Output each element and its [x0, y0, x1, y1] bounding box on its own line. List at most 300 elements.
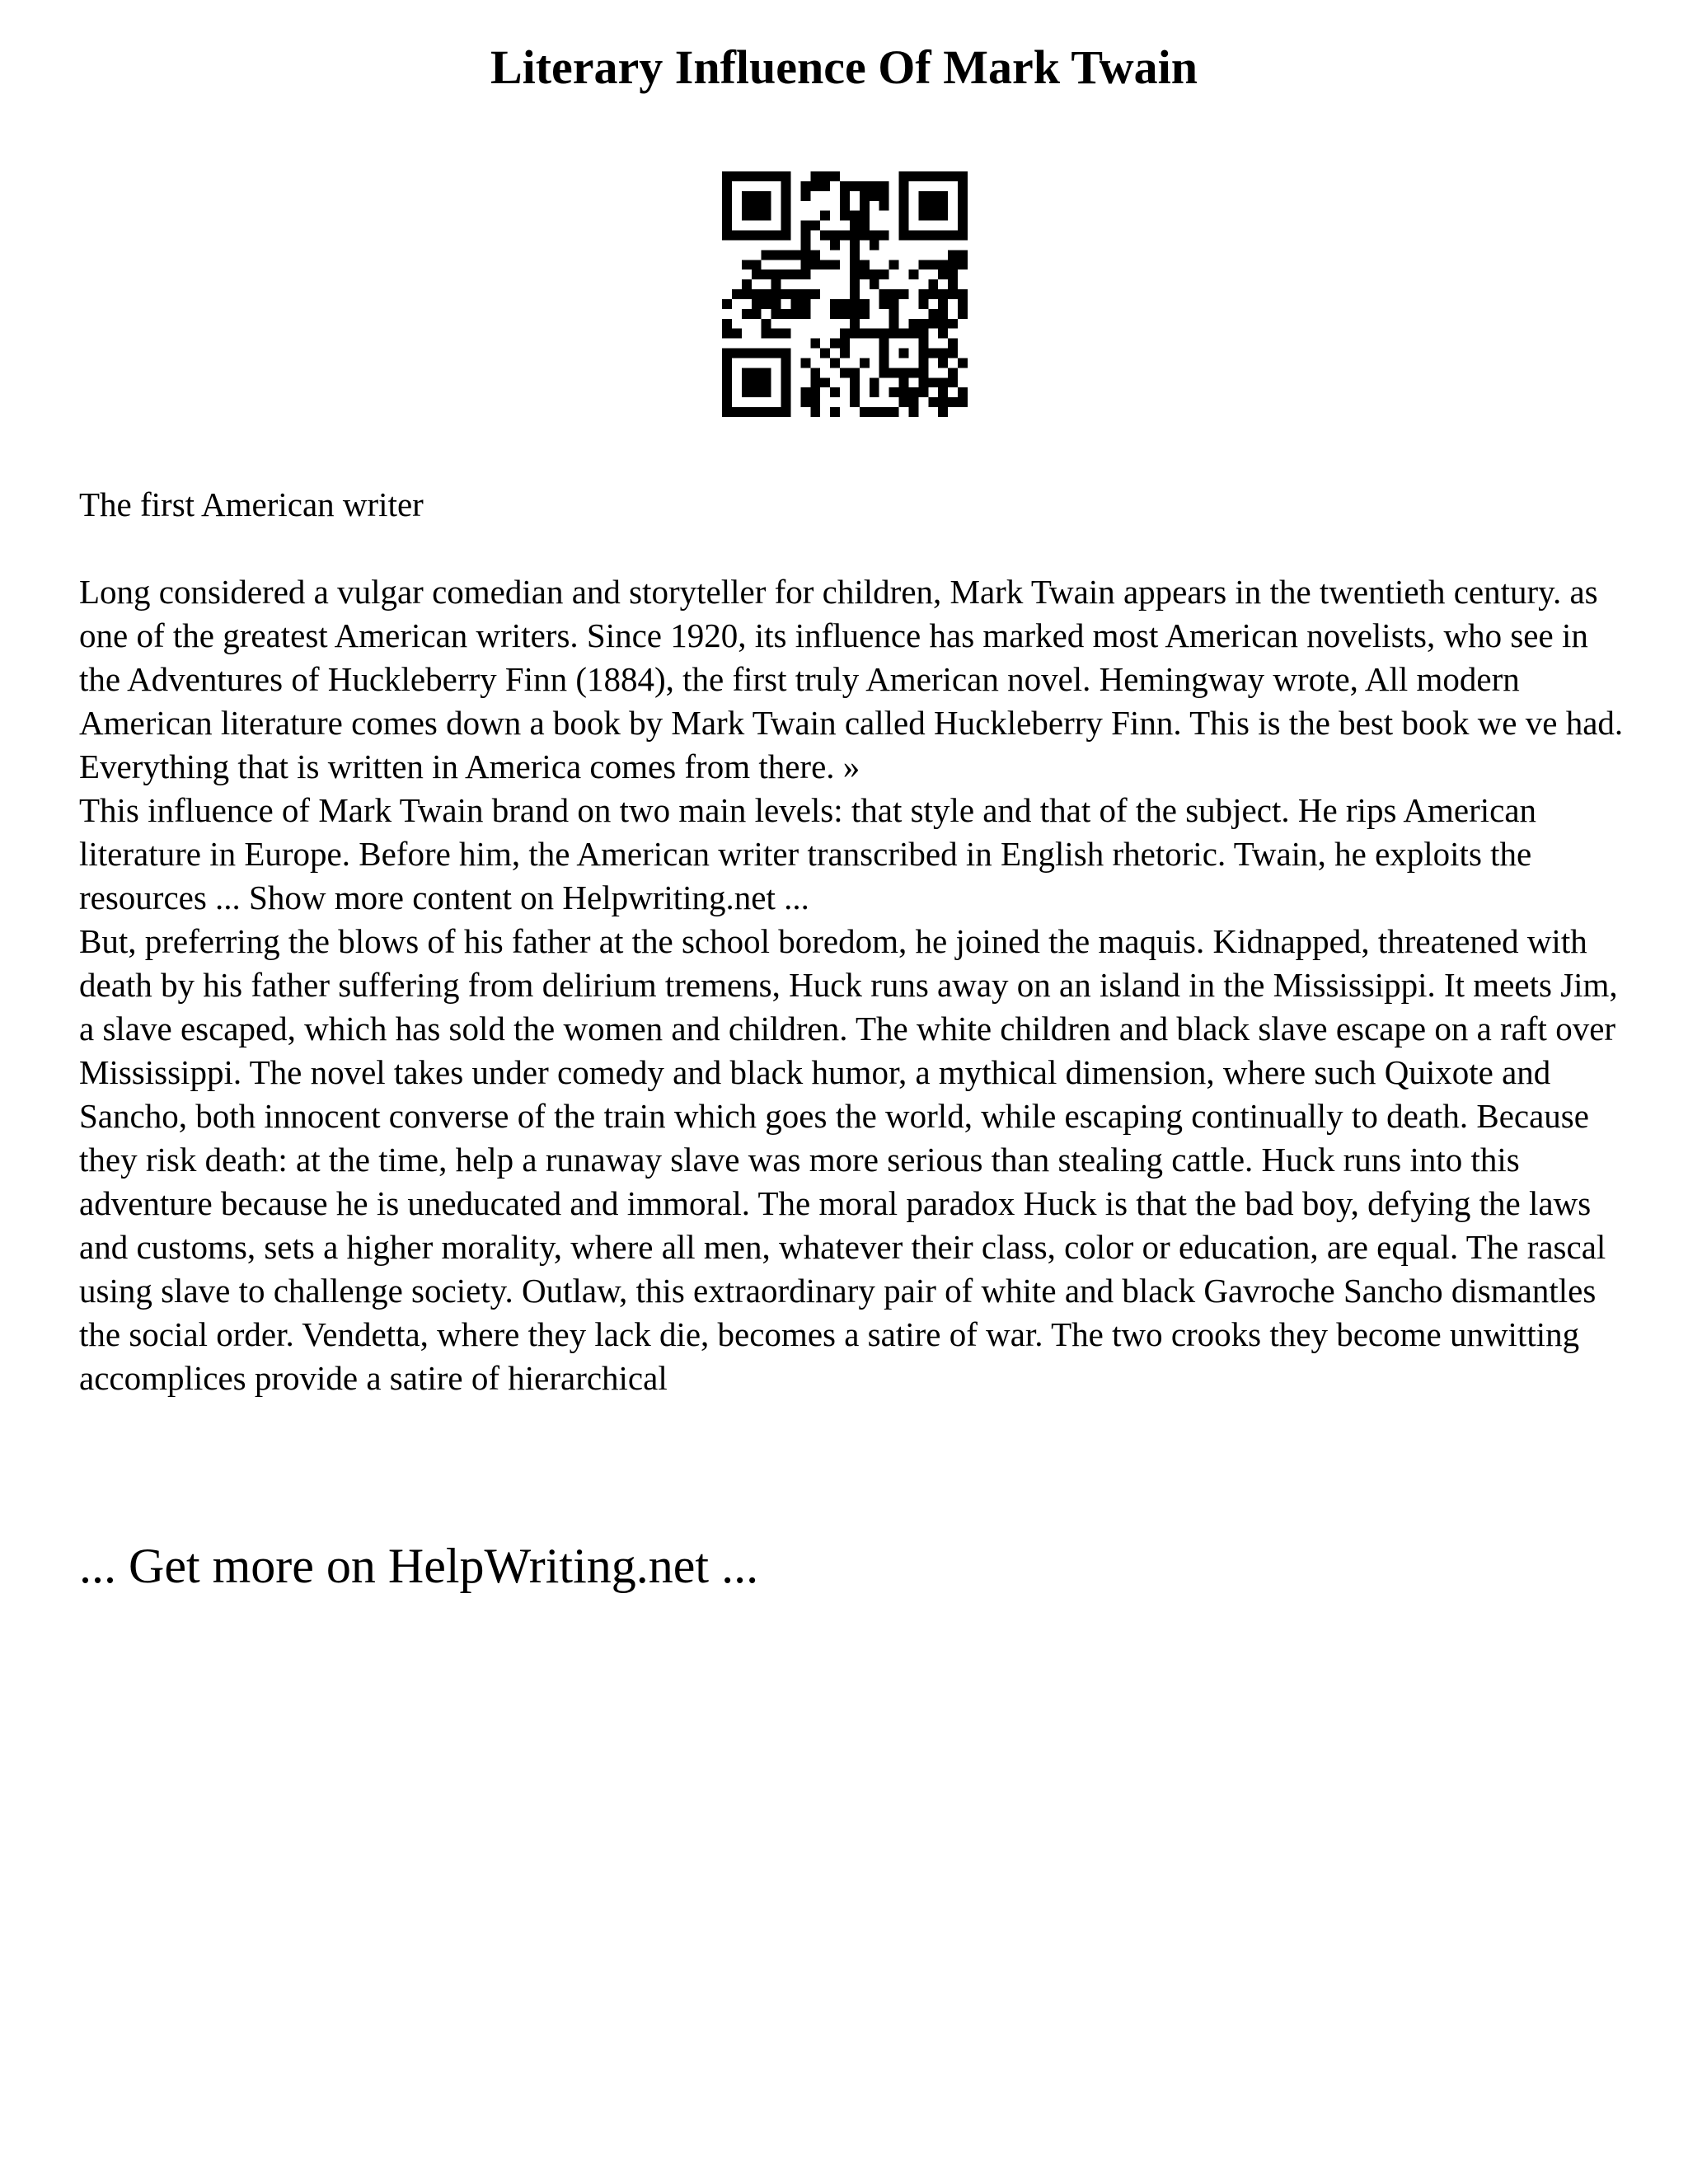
- qr-module: [810, 260, 820, 269]
- qr-module: [810, 289, 820, 299]
- qr-module: [928, 309, 938, 319]
- qr-module: [771, 250, 781, 260]
- qr-module: [722, 319, 732, 329]
- qr-module: [752, 260, 762, 269]
- qr-module: [899, 289, 909, 299]
- qr-module: [771, 171, 781, 181]
- qr-module: [722, 329, 732, 339]
- qr-module: [918, 231, 928, 241]
- qr-module: [722, 349, 732, 359]
- qr-module: [790, 269, 800, 279]
- qr-module: [918, 368, 928, 377]
- qr-module: [781, 221, 791, 231]
- qr-module: [820, 181, 830, 191]
- qr-module: [850, 329, 860, 339]
- qr-module: [899, 231, 909, 241]
- qr-module: [908, 397, 918, 407]
- qr-module: [781, 231, 791, 241]
- qr-module: [781, 387, 791, 397]
- qr-module: [742, 260, 752, 269]
- qr-module: [938, 299, 948, 309]
- qr-module: [840, 231, 850, 241]
- qr-module: [830, 387, 840, 397]
- qr-module: [860, 309, 870, 319]
- qr-module: [752, 171, 762, 181]
- qr-module: [781, 289, 791, 299]
- qr-module: [781, 329, 791, 339]
- qr-module: [899, 211, 909, 221]
- qr-module: [899, 329, 909, 339]
- qr-module: [820, 211, 830, 221]
- qr-module: [908, 368, 918, 377]
- qr-module: [752, 309, 762, 319]
- qr-module: [928, 171, 938, 181]
- qr-module: [771, 289, 781, 299]
- qr-module: [742, 191, 752, 201]
- qr-module: [810, 407, 820, 417]
- qr-module: [722, 181, 732, 191]
- qr-module: [752, 368, 762, 377]
- qr-module: [722, 211, 732, 221]
- qr-module: [908, 407, 918, 417]
- qr-module: [860, 260, 870, 269]
- qr-module: [938, 329, 948, 339]
- qr-module: [958, 191, 968, 201]
- qr-module: [781, 211, 791, 221]
- document-title: Literary Influence Of Mark Twain: [490, 40, 1198, 94]
- qr-module: [879, 349, 889, 359]
- qr-module: [722, 387, 732, 397]
- qr-module: [899, 171, 909, 181]
- qr-module: [781, 171, 791, 181]
- qr-module: [899, 368, 909, 377]
- qr-module: [938, 191, 948, 201]
- qr-module: [850, 387, 860, 397]
- document-subtitle: The first American writer: [79, 485, 424, 523]
- qr-module: [899, 191, 909, 201]
- qr-module: [850, 397, 860, 407]
- qr-module: [948, 171, 958, 181]
- qr-module: [752, 201, 762, 211]
- qr-module: [938, 201, 948, 211]
- qr-module: [860, 407, 870, 417]
- qr-module: [918, 260, 928, 269]
- qr-module: [958, 299, 968, 309]
- qr-module: [870, 269, 879, 279]
- qr-module: [800, 221, 810, 231]
- qr-module: [810, 387, 820, 397]
- qr-module: [781, 407, 791, 417]
- qr-module: [781, 309, 791, 319]
- qr-module: [948, 368, 958, 377]
- qr-module: [918, 387, 928, 397]
- qr-module: [889, 329, 899, 339]
- qr-module: [830, 240, 840, 250]
- qr-module: [928, 397, 938, 407]
- qr-module: [722, 368, 732, 377]
- qr-module: [742, 231, 752, 241]
- qr-module: [928, 289, 938, 299]
- qr-module: [762, 349, 771, 359]
- qr-module: [742, 377, 752, 387]
- document-body: [79, 483, 1629, 1400]
- qr-module: [781, 377, 791, 387]
- qr-module: [820, 349, 830, 359]
- qr-module: [860, 329, 870, 339]
- qr-module: [850, 299, 860, 309]
- qr-module: [938, 231, 948, 241]
- qr-module: [752, 211, 762, 221]
- qr-module: [860, 358, 870, 368]
- qr-module: [722, 231, 732, 241]
- qr-module: [800, 358, 810, 368]
- qr-module: [732, 349, 742, 359]
- qr-module: [850, 260, 860, 269]
- qr-module: [870, 329, 879, 339]
- qr-module: [722, 201, 732, 211]
- qr-module: [840, 309, 850, 319]
- qr-module: [742, 211, 752, 221]
- qr-module: [762, 407, 771, 417]
- qr-module: [918, 191, 928, 201]
- qr-module: [918, 211, 928, 221]
- qr-module: [889, 319, 899, 329]
- qr-module: [918, 289, 928, 299]
- qr-module: [958, 397, 968, 407]
- qr-module: [948, 289, 958, 299]
- qr-module: [879, 181, 889, 191]
- qr-module: [800, 387, 810, 397]
- qr-module: [771, 231, 781, 241]
- qr-module: [762, 387, 771, 397]
- qr-module: [899, 397, 909, 407]
- qr-module: [879, 368, 889, 377]
- qr-module: [781, 349, 791, 359]
- qr-module: [800, 181, 810, 191]
- qr-module: [752, 231, 762, 241]
- qr-module: [860, 191, 870, 201]
- qr-module: [899, 349, 909, 359]
- qr-module: [771, 309, 781, 319]
- qr-module: [870, 407, 879, 417]
- qr-module: [820, 231, 830, 241]
- qr-module: [762, 329, 771, 339]
- qr-module: [742, 349, 752, 359]
- qr-module: [928, 319, 938, 329]
- qr-module: [722, 407, 732, 417]
- qr-module: [918, 339, 928, 349]
- qr-module: [800, 269, 810, 279]
- qr-module: [879, 339, 889, 349]
- qr-module: [850, 279, 860, 289]
- qr-module: [820, 377, 830, 387]
- qr-module: [830, 309, 840, 319]
- qr-module: [742, 387, 752, 397]
- qr-module: [752, 289, 762, 299]
- qr-module: [762, 171, 771, 181]
- qr-module: [948, 377, 958, 387]
- qr-module: [899, 221, 909, 231]
- qr-module: [879, 191, 889, 201]
- get-more-link[interactable]: ... Get more on HelpWriting.net ...: [79, 1539, 759, 1593]
- qr-module: [732, 289, 742, 299]
- qr-module: [732, 329, 742, 339]
- qr-module: [840, 299, 850, 309]
- qr-module: [860, 299, 870, 309]
- qr-module: [781, 269, 791, 279]
- qr-module: [918, 319, 928, 329]
- qr-module: [781, 250, 791, 260]
- qr-module: [732, 407, 742, 417]
- qr-module: [742, 279, 752, 289]
- qr-module: [870, 377, 879, 387]
- qr-module: [762, 191, 771, 201]
- qr-module: [840, 339, 850, 349]
- qr-module: [762, 289, 771, 299]
- qr-module: [830, 171, 840, 181]
- qr-module: [879, 407, 889, 417]
- qr-module: [722, 299, 732, 309]
- qr-module: [938, 377, 948, 387]
- qr-module: [948, 231, 958, 241]
- qr-module: [790, 289, 800, 299]
- qr-module: [938, 289, 948, 299]
- qr-module: [899, 181, 909, 191]
- qr-module: [850, 377, 860, 387]
- qr-module: [958, 289, 968, 299]
- qr-module: [810, 250, 820, 260]
- qr-module: [958, 171, 968, 181]
- qr-module: [790, 299, 800, 309]
- qr-module: [790, 309, 800, 319]
- qr-module: [781, 368, 791, 377]
- qr-code-icon: [722, 171, 968, 417]
- qr-module: [762, 211, 771, 221]
- qr-module: [850, 231, 860, 241]
- qr-module: [742, 309, 752, 319]
- qr-module: [850, 309, 860, 319]
- qr-module: [899, 387, 909, 397]
- qr-module: [908, 387, 918, 397]
- qr-module: [752, 407, 762, 417]
- qr-module: [771, 279, 781, 289]
- qr-module: [908, 269, 918, 279]
- qr-module: [879, 329, 889, 339]
- qr-module: [918, 377, 928, 387]
- paragraph-2: This influence of Mark Twain brand on two main levels: that style and that of the subject. He rips American literature in Europe. Before him, the American writer transcribed in English rhetoric. Twain, he exploits the resources ... Show more content on Helpwriting.net ...: [79, 791, 1537, 916]
- qr-module: [850, 269, 860, 279]
- qr-module: [771, 269, 781, 279]
- qr-module: [830, 231, 840, 241]
- qr-module: [820, 171, 830, 181]
- qr-module: [850, 240, 860, 250]
- qr-module: [948, 349, 958, 359]
- qr-module: [928, 201, 938, 211]
- qr-module: [732, 231, 742, 241]
- qr-module: [840, 181, 850, 191]
- qr-module: [781, 201, 791, 211]
- qr-module: [938, 387, 948, 397]
- qr-module: [722, 397, 732, 407]
- qr-module: [938, 171, 948, 181]
- qr-module: [771, 299, 781, 309]
- qr-module: [771, 329, 781, 339]
- qr-module: [860, 211, 870, 221]
- qr-module: [840, 191, 850, 201]
- qr-module: [948, 250, 958, 260]
- paragraph-3: But, preferring the blows of his father at the school boredom, he joined the maquis. Kidnapped, threatened with death by his father suffering from delirium tremens, Huck runs away on an island in the Mississippi. It meets Jim, a slave escaped, which has sold the women and children. The white children and black slave escape on a raft over Mississippi. The novel takes under comedy and black humor, a mythical dimension, where such Quixote and Sancho, both innocent converse of the train which goes the world, while escaping continually to death. Because they risk death: at the time, help a runaway slave was more serious than stealing cattle. Huck runs into this adventure because he is uneducated and immoral. The moral paradox Huck is that the bad boy, defying the laws and customs, sets a higher morality, where all men, whatever their class, color or education, are equal. The rascal using slave to challenge society. Outlaw, this extraordinary pair of white and black Gavroche Sancho dismantles the social order. Vendetta, where they lack die, becomes a satire of war. The two crooks they become unwitting accomplices provide a satire of hierarchical: [79, 922, 1618, 1397]
- qr-module: [810, 171, 820, 181]
- qr-module: [762, 299, 771, 309]
- qr-module: [918, 349, 928, 359]
- qr-module: [722, 377, 732, 387]
- qr-module: [938, 269, 948, 279]
- qr-module: [948, 339, 958, 349]
- qr-module: [762, 231, 771, 241]
- qr-module: [752, 349, 762, 359]
- qr-module: [830, 407, 840, 417]
- qr-module: [870, 279, 879, 289]
- qr-module: [938, 260, 948, 269]
- qr-module: [781, 358, 791, 368]
- qr-module: [771, 407, 781, 417]
- qr-module: [781, 397, 791, 407]
- qr-module: [889, 260, 899, 269]
- qr-module: [928, 231, 938, 241]
- qr-module: [889, 309, 899, 319]
- qr-module: [752, 191, 762, 201]
- qr-module: [889, 407, 899, 417]
- qr-module: [958, 387, 968, 397]
- qr-module: [722, 171, 732, 181]
- qr-module: [762, 269, 771, 279]
- qr-module: [860, 181, 870, 191]
- qr-module: [870, 240, 879, 250]
- qr-module: [762, 201, 771, 211]
- qr-module: [948, 279, 958, 289]
- qr-module: [752, 269, 762, 279]
- qr-module: [879, 269, 889, 279]
- qr-module: [938, 358, 948, 368]
- qr-module: [958, 250, 968, 260]
- qr-module: [800, 191, 810, 201]
- qr-module: [879, 358, 889, 368]
- qr-module: [938, 349, 948, 359]
- qr-module: [870, 387, 879, 397]
- qr-module: [918, 358, 928, 368]
- qr-module: [800, 397, 810, 407]
- qr-module: [908, 319, 918, 329]
- qr-module: [781, 181, 791, 191]
- qr-module: [820, 260, 830, 269]
- qr-module: [830, 358, 840, 368]
- qr-module: [742, 407, 752, 417]
- qr-module: [889, 387, 899, 397]
- qr-module: [752, 377, 762, 387]
- qr-module: [800, 260, 810, 269]
- qr-module: [908, 231, 918, 241]
- qr-module: [928, 377, 938, 387]
- qr-module: [810, 397, 820, 407]
- qr-module: [928, 260, 938, 269]
- qr-module: [752, 387, 762, 397]
- qr-module: [850, 221, 860, 231]
- qr-module: [840, 368, 850, 377]
- qr-module: [742, 171, 752, 181]
- qr-module: [800, 309, 810, 319]
- qr-module: [800, 299, 810, 309]
- qr-module: [742, 368, 752, 377]
- qr-module: [870, 191, 879, 201]
- qr-module: [938, 407, 948, 417]
- qr-module: [928, 211, 938, 221]
- qr-module: [840, 201, 850, 211]
- qr-module: [810, 339, 820, 349]
- qr-module: [938, 211, 948, 221]
- qr-module: [860, 201, 870, 211]
- qr-module: [742, 201, 752, 211]
- qr-module: [781, 191, 791, 201]
- qr-module: [850, 368, 860, 377]
- qr-module: [742, 289, 752, 299]
- qr-module: [870, 181, 879, 191]
- qr-module: [948, 397, 958, 407]
- qr-module: [928, 191, 938, 201]
- qr-module: [860, 231, 870, 241]
- qr-module: [752, 299, 762, 309]
- qr-module: [958, 211, 968, 221]
- qr-module: [810, 368, 820, 377]
- qr-module: [918, 201, 928, 211]
- qr-module: [928, 349, 938, 359]
- qr-module: [879, 201, 889, 211]
- qr-module: [958, 181, 968, 191]
- qr-module: [850, 250, 860, 260]
- qr-module: [860, 221, 870, 231]
- qr-module: [732, 171, 742, 181]
- qr-module: [938, 319, 948, 329]
- qr-module: [899, 201, 909, 211]
- qr-module: [800, 250, 810, 260]
- qr-module: [958, 221, 968, 231]
- qr-module: [830, 299, 840, 309]
- qr-module: [958, 231, 968, 241]
- qr-module: [722, 221, 732, 231]
- qr-module: [722, 191, 732, 201]
- qr-module: [899, 377, 909, 387]
- qr-module: [840, 349, 850, 359]
- qr-module: [762, 377, 771, 387]
- qr-module: [762, 250, 771, 260]
- qr-module: [810, 377, 820, 387]
- qr-module: [830, 339, 840, 349]
- qr-module: [810, 221, 820, 231]
- qr-module: [958, 309, 968, 319]
- qr-module: [840, 329, 850, 339]
- qr-module: [948, 269, 958, 279]
- qr-module: [850, 181, 860, 191]
- qr-module: [850, 211, 860, 221]
- qr-module: [908, 171, 918, 181]
- qr-module: [870, 231, 879, 241]
- qr-module: [918, 329, 928, 339]
- qr-module: [908, 329, 918, 339]
- qr-module: [938, 397, 948, 407]
- qr-module: [889, 289, 899, 299]
- qr-module: [860, 269, 870, 279]
- qr-module: [918, 171, 928, 181]
- qr-module: [938, 309, 948, 319]
